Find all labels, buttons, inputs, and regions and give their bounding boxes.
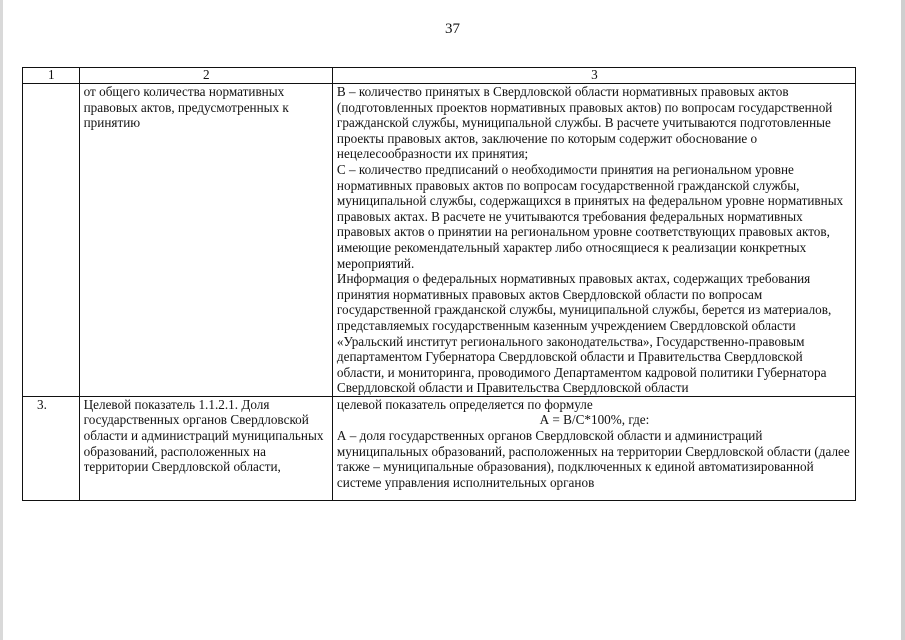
scan-edge-right	[901, 0, 905, 640]
row1-description-cell	[332, 84, 855, 397]
paragraph-c-definition: С – количество предписаний о необходимости принятия на региональном уровне нормативных правовых актов по вопросам государственной гражданской службы, муниципальной службы, содержащихся в принятых на федеральном уровне нормативных правовых актах. В расчете не учитываются требования федеральных нормативных правовых актов о принятии на региональном уровне соответствующих правовых актов, имеющие рекомендательный характер либо относящиеся к реализации конкретных мероприятий.	[336, 161, 844, 271]
table-row	[23, 84, 856, 397]
header-cell-3: 3	[332, 68, 855, 84]
row2-description-clip	[337, 397, 852, 491]
paragraph-a-definition: А – доля государственных органов Свердловской области и администраций муниципальных образований, расположенных на территории Свердловской области (далее также – муниципальные образования), подключенных к единой автоматизированной системе управления исполнительных органов	[336, 428, 850, 490]
row2-description-cell	[332, 396, 855, 500]
row2-indicator-cell	[79, 396, 332, 500]
table-row	[23, 396, 856, 500]
row1-indicator-cell: от общего количества нормативных правовых актов, предусмотренных к принятию	[79, 84, 332, 397]
header-cell-2: 2	[79, 68, 332, 84]
row1-number-cell	[23, 84, 80, 397]
table-header-row	[23, 68, 856, 84]
scan-edge-left	[0, 0, 3, 640]
row2-indicator-text: Целевой показатель 1.1.2.1. Доля государственных органов Свердловской области и администраций муниципальных образований, расположенных на территории Свердловской области,	[83, 396, 324, 475]
header-cell-1: 1	[23, 68, 80, 84]
formula: А = В/С*100%, где:	[539, 412, 650, 428]
paragraph-information-source: Информация о федеральных нормативных правовых актах, содержащих требования принятия нормативных правовых актов Свердловской области по вопросам государственной гражданской службы, муниципальной службы, берется из материалов, представляемых государственным казенным учреждением Свердловской области «Уральский институт регионального законодательства», Государственно-правовым департаментом Губернатора Свердловской области и Правительства Свердловской области, и мониторинга, проводимого Департаментом кадровой политики Губернатора Свердловской области и Правительства Свердловской области	[336, 271, 832, 396]
document-table	[22, 67, 856, 501]
paragraph-b-definition: В – количество принятых в Свердловской области нормативных правовых актов (подготовленных проектов нормативных правовых актов) по вопросам государственной гражданской службы, муниципальной службы. В расчете учитываются подготовленные проекты правовых актов, заключение по которым содержит обоснование о нецелесообразности их принятия;	[336, 84, 833, 162]
formula-intro: целевой показатель определяется по формуле	[336, 396, 593, 412]
row2-number-cell: 3.	[23, 396, 80, 500]
page-number: 37	[445, 21, 460, 37]
